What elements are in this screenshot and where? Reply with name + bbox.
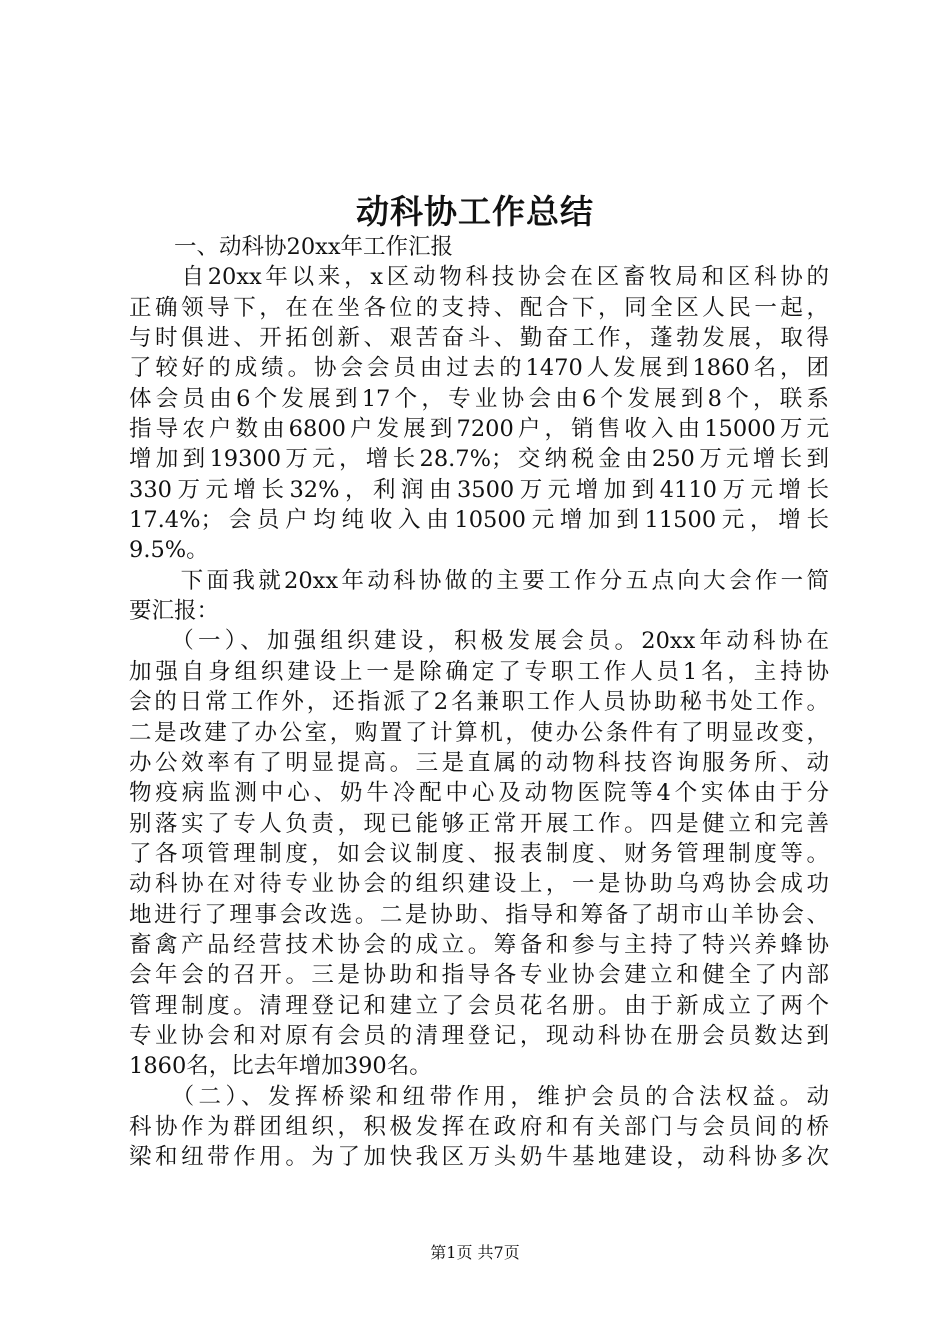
- page-footer: 第1页 共7页: [430, 1243, 520, 1262]
- body-line: 了较好的成绩。协会会员由过去的1470人发展到1860名，团: [129, 355, 829, 382]
- body-line: 加强自身组织建设上一是除确定了专职工作人员1名，主持协: [129, 658, 829, 685]
- body-line: 专业协会和对原有会员的清理登记，现动科协在册会员数达到: [129, 1022, 829, 1049]
- body-line: 会的日常工作外，还指派了2名兼职工作人员协助秘书处工作。: [129, 689, 829, 716]
- body-line: 别落实了专人负责，现已能够正常开展工作。四是健立和完善: [129, 810, 829, 837]
- body-line: 科协作为群团组织，积极发挥在政府和有关部门与会员间的桥: [129, 1113, 829, 1140]
- body-line: 梁和纽带作用。为了加快我区万头奶牛基地建设，动科协多次: [129, 1144, 829, 1171]
- body-line: 管理制度。清理登记和建立了会员花名册。由于新成立了两个: [129, 992, 829, 1019]
- document-body: [129, 232, 829, 1173]
- body-line: 了各项管理制度，如会议制度、报表制度、财务管理制度等。: [129, 840, 829, 867]
- body-line: 17.4%；会员户均纯收入由10500元增加到11500元，增长: [129, 507, 829, 534]
- body-line: 办公效率有了明显提高。三是直属的动物科技咨询服务所、动: [129, 749, 829, 776]
- body-line: 330万元增长32%，利润由3500万元增加到4110万元增长: [129, 476, 829, 503]
- body-line: 正确领导下，在在坐各位的支持、配合下，同全区人民一起，: [129, 294, 829, 321]
- body-line: 1860名，比去年增加390名。: [129, 1053, 432, 1080]
- body-line: 与时俱进、开拓创新、艰苦奋斗、勤奋工作，蓬勃发展，取得: [129, 325, 829, 352]
- body-line: 会年会的召开。三是协助和指导各专业协会建立和健全了内部: [129, 962, 829, 989]
- body-line: 增加到19300万元，增长28.7%；交纳税金由250万元增长到: [129, 446, 829, 473]
- document-title: 动科协工作总结: [356, 192, 594, 231]
- body-line: 畜禽产品经营技术协会的成立。筹备和参与主持了特兴养蜂协: [129, 931, 829, 958]
- body-line: 地进行了理事会改选。二是协助、指导和筹备了胡市山羊协会、: [129, 901, 829, 928]
- body-line: 9.5%。: [129, 537, 209, 564]
- body-line: 动科协在对待专业协会的组织建设上，一是协助乌鸡协会成功: [129, 871, 829, 898]
- body-line: （一）、加强组织建设，积极发展会员。20xx年动科协在: [129, 628, 829, 655]
- body-line: 体会员由6个发展到17个，专业协会由6个发展到8个，联系: [129, 385, 829, 412]
- body-line: （二）、发挥桥梁和纽带作用，维护会员的合法权益。动: [129, 1083, 829, 1110]
- body-line: 下面我就20xx年动科协做的主要工作分五点向大会作一简: [129, 567, 829, 594]
- body-line: 二是改建了办公室，购置了计算机，使办公条件有了明显改变，: [129, 719, 829, 746]
- body-line: 物疫病监测中心、奶牛冷配中心及动物医院等4个实体由于分: [129, 780, 829, 807]
- body-line: 要汇报：: [129, 598, 220, 625]
- body-line: 自20xx年以来，x区动物科技协会在区畜牧局和区科协的: [129, 264, 829, 291]
- body-line: 指导农户数由6800户发展到7200户，销售收入由15000万元: [129, 416, 829, 443]
- body-line: 一、动科协20xx年工作汇报: [129, 234, 454, 260]
